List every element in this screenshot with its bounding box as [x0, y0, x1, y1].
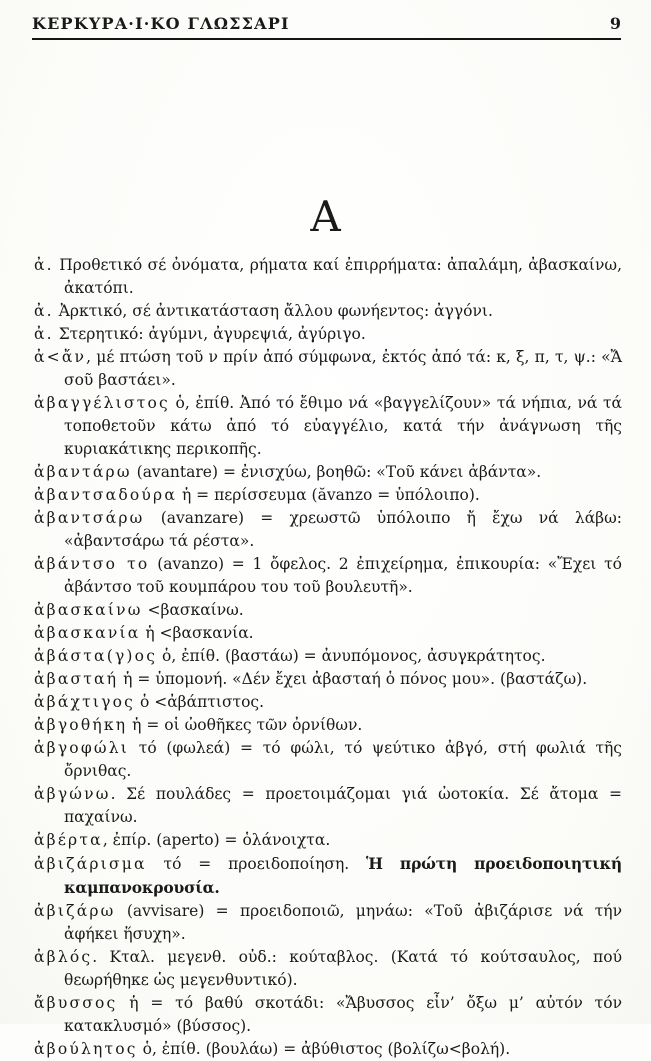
entry-bold-note: Ἡ πρώτη προειδοποιητική καμπανοκρουσία. — [64, 854, 623, 897]
page-number: 9 — [609, 14, 621, 33]
dictionary-entry — [34, 714, 622, 737]
entry-headword: ἀβαγγέλιστος — [34, 394, 170, 412]
dictionary-entry — [34, 599, 622, 622]
entry-headword: ἀβάστα(γ)ος — [34, 647, 158, 665]
header-rule — [32, 38, 621, 40]
entry-definition: ὁ <ἀβάπτιστος. — [135, 693, 265, 711]
entry-definition: . Κταλ. μεγενθ. οὐδ.: κούταβλος. (Κατά τό κούτσαυλος, πού θεωρήθηκε ὡς μεγενθυντικό). — [64, 948, 622, 989]
dictionary-entry — [34, 300, 622, 323]
dictionary-entry — [34, 461, 622, 484]
dictionary-entry — [34, 346, 622, 392]
entry-headword: ἀ. — [34, 256, 54, 274]
book-title: ΚΕΡΚΥΡΑ·Ι·ΚΟ ΓΛΩΣΣΑΡΙ — [32, 14, 290, 33]
entry-headword: ἀβαντσάρω — [34, 509, 145, 527]
entry-definition: (avvisare) = προειδοποιῶ, μηνάω: «Τοῦ ἀβιζάρισε νά τήν ἀφήκει ἥσυχη». — [64, 902, 622, 943]
entry-headword: ἀβιζάρισμα — [34, 855, 147, 873]
dictionary-entry — [34, 645, 622, 668]
entry-headword: ἀβασκανία — [34, 624, 141, 642]
dictionary-entry — [34, 852, 622, 900]
entry-definition: ἡ = ὑπομονή. «Δέν ἔχει ἀβασταή ὁ πόνος μου». (βαστάζω). — [118, 670, 588, 688]
entry-headword: ἀβγοφώλι — [34, 739, 130, 757]
dictionary-entry — [34, 553, 622, 599]
entry-definition: , μέ πτώση τοῦ ν πρίν ἀπό σύμφωνα, ἐκτός ἀπό τά: κ, ξ, π, τ, ψ.: «Ἄ σοῦ βαστάει». — [64, 348, 622, 389]
entry-headword: ἄβυσσος — [34, 994, 118, 1012]
entry-headword: ἀβαντάρω — [34, 463, 132, 481]
dictionary-entry — [34, 691, 622, 714]
entry-headword: ἀβασκαίνω — [34, 601, 143, 619]
entry-definition: ὁ, ἐπίθ. Ἀπό τό ἔθιμο νά «βαγγελίζουν» τά νήπια, νά τά τοποθετοῦν κάτω ἀπό τό εὐαγγέλιο, κατά τήν ἀνάγνωση τῆς κυριακάτικης περικοπῆς. — [64, 394, 622, 458]
entry-headword: ἀβγώνω — [34, 785, 111, 803]
section-letter: A — [310, 192, 341, 241]
entry-definition: (avanzo) = 1 ὄφελος. 2 ἐπιχείρημα, ἐπικουρία: «Ἔχει τό ἀβάντσο τοῦ κουμπάρου του τοῦ βουλευτῆ». — [64, 555, 622, 596]
entry-headword: ἀ<ἄν — [34, 348, 87, 366]
entry-definition: . Σέ πουλάδες = προετοιμάζομαι γιά ὠοτοκία. Σέ ἄτομα = παχαίνω. — [64, 785, 622, 826]
entry-definition: τό (φωλεά) = τό φώλι, τό ψεύτικο ἀβγό, στή φωλιά τῆς ὄρνιθας. — [64, 739, 622, 780]
entry-headword: ἀβλός — [34, 948, 93, 966]
entry-definition: ἡ = περίσσευμα (ăvanzo = ὑπόλοιπο). — [177, 486, 480, 504]
entry-headword: ἀβασταή — [34, 670, 119, 688]
entry-definition: ἡ <βασκανία. — [140, 624, 254, 642]
entry-headword: ἀβέρτα — [34, 831, 103, 849]
entry-definition: ἡ = τό βαθύ σκοτάδι: «Ἄβυσσος εἶν’ ὄξω μ’ αὐτόν τόν κατακλυσμό» (βύσσος). — [64, 994, 622, 1035]
entry-headword: ἀ. — [34, 325, 54, 343]
entry-definition: Προθετικό σέ ὀνόματα, ρήματα καί ἐπιρρήματα: ἀπαλάμη, ἀβασκαίνω, ἀκατόπι. — [53, 256, 622, 297]
entry-headword: ἀβαντσαδούρα — [34, 486, 178, 504]
entry-definition: ὁ, ἐπίθ. (βαστάω) = ἀνυπόμονος, ἀσυγκράτητος. — [157, 647, 546, 665]
entry-headword: ἀβγοθήκη — [34, 716, 128, 734]
entry-definition: ὁ, ἐπίθ. (βουλάω) = ἀβύθιστος (βολίζω<βολή). — [137, 1040, 511, 1058]
entry-definition: ἡ = οἱ ὠοθῆκες τῶν ὀρνίθων. — [127, 716, 363, 734]
dictionary-entry — [34, 392, 622, 461]
entry-definition: <βασκαίνω. — [142, 601, 244, 619]
entry-headword: ἀ. — [34, 302, 54, 320]
entry-definition: Ἀρκτικό, σέ ἀντικατάσταση ἄλλου φωνήεντος: ἀγγόνι. — [53, 302, 493, 320]
dictionary-entry — [34, 829, 622, 852]
dictionary-entry — [34, 992, 622, 1038]
entries — [34, 254, 622, 1061]
dictionary-entry — [34, 946, 622, 992]
dictionary-entry — [34, 900, 622, 946]
dictionary-entry — [34, 1038, 622, 1061]
dictionary-entry — [34, 737, 622, 783]
dictionary-entry — [34, 622, 622, 645]
entry-headword: ἀβάντσο το — [34, 555, 150, 573]
entry-headword: ἀβούλητος — [34, 1040, 138, 1058]
dictionary-entry — [34, 783, 622, 829]
entry-definition: , ἐπίρ. (aperto) = ὁλάνοιχτα. — [102, 831, 331, 849]
entry-definition: τό = προειδοποίηση. — [146, 855, 367, 873]
dictionary-entry — [34, 254, 622, 300]
entry-headword: ἀβιζάρω — [34, 902, 116, 920]
dictionary-entry — [34, 484, 622, 507]
entry-definition: (avanzare) = χρεωστῶ ὑπόλοιπο ἤ ἔχω νά λάβω: «ἀβαντσάρω τά ρέστα». — [64, 509, 622, 550]
entry-headword: ἀβάχτιγος — [34, 693, 136, 711]
page-header — [0, 0, 651, 40]
dictionary-entry — [34, 668, 622, 691]
dictionary-entry — [34, 323, 622, 346]
entry-definition: Στερητικό: ἀγύμνι, ἀγυρεψιά, ἀγύριγο. — [53, 325, 366, 343]
entry-definition: (avantare) = ἐνισχύω, βοηθῶ: «Τοῦ κάνει ἀβάντα». — [131, 463, 542, 481]
dictionary-entry — [34, 507, 622, 553]
